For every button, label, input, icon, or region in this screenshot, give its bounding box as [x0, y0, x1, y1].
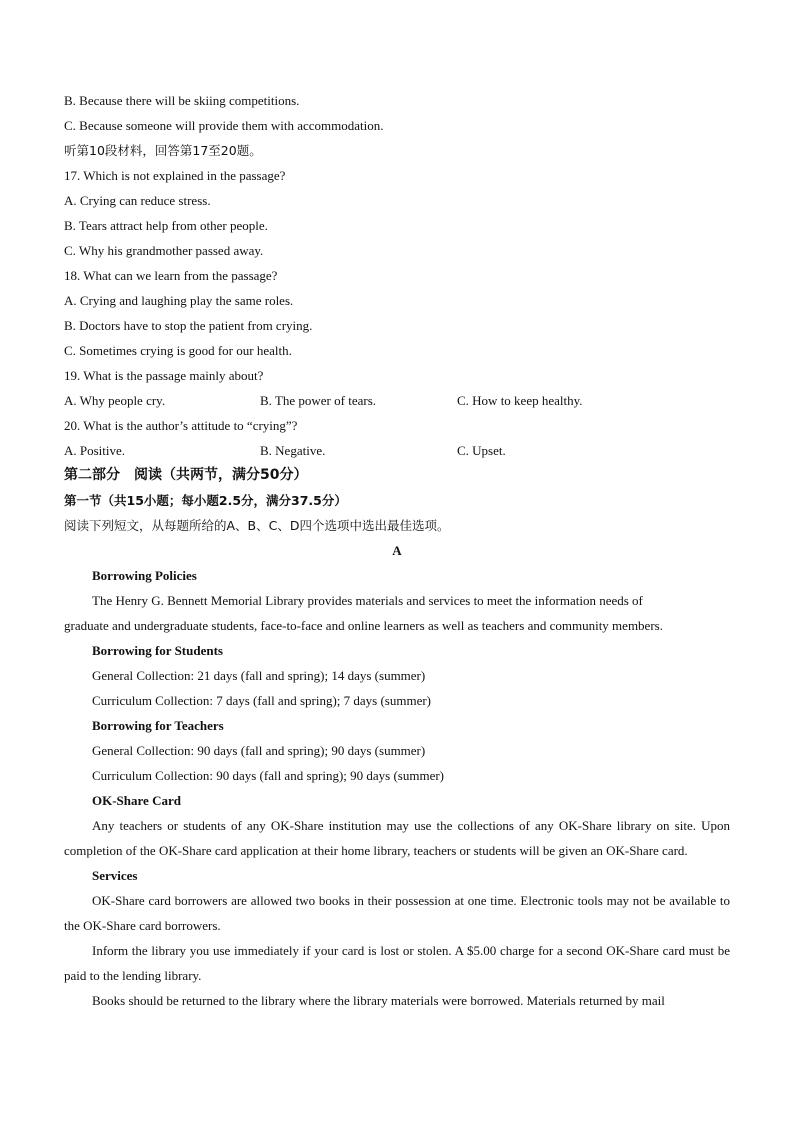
q18-stem: 18. What can we learn from the passage? [64, 268, 278, 283]
heading-borrowing-teachers: Borrowing for Teachers [92, 718, 224, 733]
q19-option-c: C. How to keep healthy. [457, 393, 583, 408]
q20-option-c: C. Upset. [457, 443, 506, 458]
reading-section-title: 第一节（共15小题；每小题2.5分，满分37.5分） [64, 493, 347, 508]
q19-option-a: A. Why people cry. [64, 393, 166, 408]
services-paragraph-3: Books should be returned to the library where the library materials were borrowed. Materials returned by mail [92, 993, 665, 1008]
q17-option-a: A. Crying can reduce stress. [64, 193, 211, 208]
q19-options [64, 388, 730, 413]
q18-option-b: B. Doctors have to stop the patient from crying. [64, 318, 313, 333]
page-content [64, 88, 730, 1013]
q19-option-b: B. The power of tears. [260, 393, 377, 408]
intro-line-2: graduate and undergraduate students, face-to-face and online learners as well as teachers and community members. [64, 618, 663, 633]
q18-option-a: A. Crying and laughing play the same roles. [64, 293, 294, 308]
services-paragraph-1: OK-Share card borrowers are allowed two books in their possession at one time. Electronic tools may not be available to the OK-Share card borrowers. [64, 893, 730, 933]
heading-borrowing-policies: Borrowing Policies [92, 568, 197, 583]
q19-stem: 19. What is the passage mainly about? [64, 368, 264, 383]
q20-options [64, 438, 730, 463]
q18-option-c: C. Sometimes crying is good for our health. [64, 343, 292, 358]
q20-stem: 20. What is the author’s attitude to “crying”? [64, 418, 298, 433]
reading-instruction: 阅读下列短文，从每题所给的A、B、C、D四个选项中选出最佳选项。 [64, 518, 450, 533]
reading-part-title: 第二部分 阅读（共两节，满分50分） [64, 467, 308, 483]
okshare-paragraph: Any teachers or students of any OK-Share institution may use the collections of any OK-Share library on site. Upon completion of the OK-Share card application at their home library, teachers or students will be given an OK-Share card. [64, 818, 730, 858]
q20-option-b: B. Negative. [260, 443, 326, 458]
services-paragraph-2: Inform the library you use immediately if your card is lost or stolen. A $5.00 charge for a second OK-Share card must be paid to the lending library. [64, 943, 730, 983]
listening-instruction-10: 听第10段材料，回答第17至20题。 [64, 143, 262, 158]
q16-option-c: C. Because someone will provide them with accommodation. [64, 118, 384, 133]
q16-option-b: B. Because there will be skiing competitions. [64, 93, 300, 108]
intro-line-1 [64, 588, 730, 613]
students-curriculum-collection: Curriculum Collection: 7 days (fall and spring); 7 days (summer) [92, 693, 432, 708]
heading-okshare-card: OK-Share Card [92, 793, 181, 808]
teachers-curriculum-collection: Curriculum Collection: 90 days (fall and spring); 90 days (summer) [92, 768, 445, 783]
heading-services: Services [92, 868, 138, 883]
q17-option-c: C. Why his grandmother passed away. [64, 243, 264, 258]
heading-borrowing-students: Borrowing for Students [92, 643, 223, 658]
q20-option-a: A. Positive. [64, 443, 126, 458]
q17-option-b: B. Tears attract help from other people. [64, 218, 268, 233]
intro-line-1-text: The Henry G. Bennett Memorial Library provides materials and services to meet the information needs of [92, 593, 643, 608]
passage-letter: A [392, 543, 402, 558]
teachers-general-collection: General Collection: 90 days (fall and spring); 90 days (summer) [92, 743, 426, 758]
q17-stem: 17. Which is not explained in the passage? [64, 168, 286, 183]
students-general-collection: General Collection: 21 days (fall and spring); 14 days (summer) [92, 668, 426, 683]
